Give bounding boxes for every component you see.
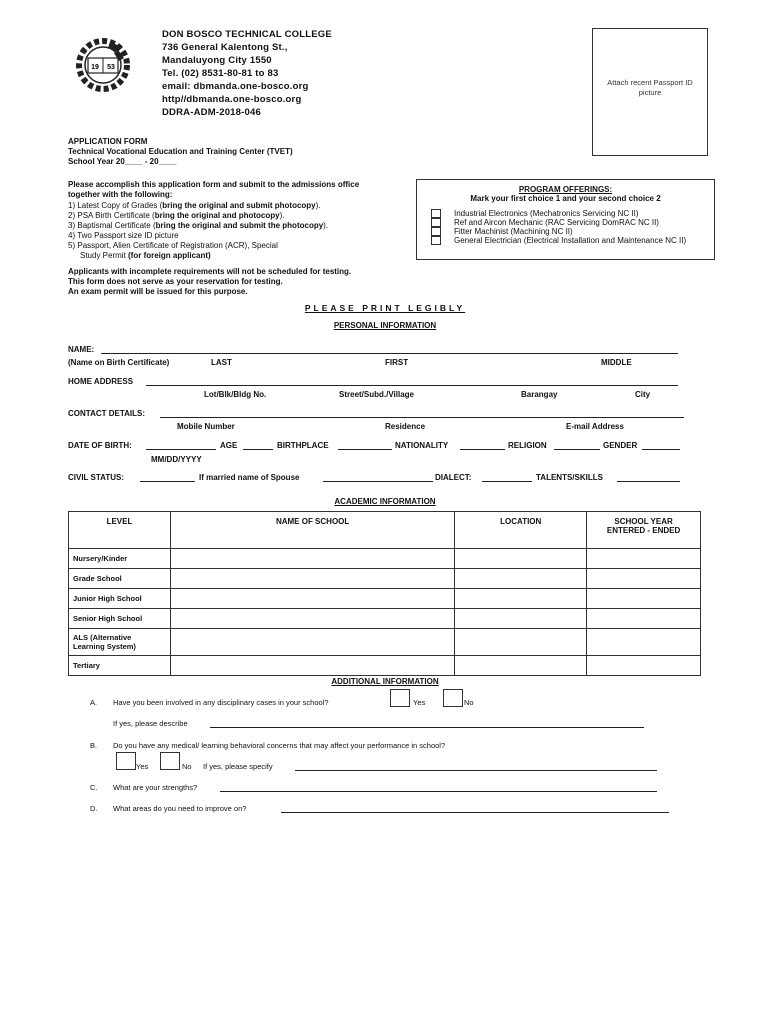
strengths-field[interactable]	[220, 791, 657, 792]
level-cell: Junior High School	[69, 589, 171, 609]
academic-info-heading: ACADEMIC INFORMATION	[334, 497, 436, 506]
contact-label: CONTACT DETAILS:	[68, 409, 146, 418]
requirement-item: 3) Baptismal Certificate (bring the original and submit the photocopy).	[68, 221, 329, 230]
school-year-field: School Year 20____ - 20____	[68, 157, 177, 166]
question-a: Have you been involved in any disciplinary cases in your school?	[113, 698, 329, 707]
birthplace-field[interactable]	[338, 449, 392, 450]
birthplace-label: BIRTHPLACE	[277, 441, 329, 450]
year-cell[interactable]	[587, 656, 701, 676]
gender-label: GENDER	[603, 441, 638, 450]
school-tel: Tel. (02) 8531-80-81 to 83	[162, 68, 279, 79]
question-c: What are your strengths?	[113, 783, 198, 792]
yes-label-b: Yes	[136, 762, 149, 771]
photo-box[interactable]	[592, 28, 708, 156]
level-cell: Senior High School	[69, 609, 171, 629]
level-cell: Tertiary	[69, 656, 171, 676]
program-option[interactable]: General Electrician (Electrical Installation and Maintenance NC II)	[431, 236, 686, 246]
form-title-block	[68, 137, 293, 167]
school-website: http//dbmanda.one-bosco.org	[162, 94, 302, 105]
requirement-item: 2) PSA Birth Certificate (bring the original and photocopy).	[68, 211, 285, 220]
column-header: LOCATION	[455, 512, 587, 549]
home-address-field[interactable]	[146, 385, 678, 386]
school-cell[interactable]	[170, 549, 454, 569]
spouse-field[interactable]	[323, 481, 433, 482]
school-cell[interactable]	[170, 589, 454, 609]
school-street: 736 General Kalentong St.,	[162, 42, 288, 53]
no-checkbox-a[interactable]	[443, 689, 463, 707]
talents-label: TALENTS/SKILLS	[536, 473, 603, 482]
dialect-label: DIALECT:	[435, 473, 472, 482]
yes-checkbox-b[interactable]	[116, 752, 136, 770]
requirement-item: 5) Passport, Alien Certificate of Registration (ACR), Special	[68, 241, 278, 250]
location-cell[interactable]	[455, 656, 587, 676]
describe-field[interactable]	[210, 727, 644, 728]
improve-field[interactable]	[281, 812, 669, 813]
yes-checkbox-a[interactable]	[390, 689, 410, 707]
no-checkbox-b[interactable]	[160, 752, 180, 770]
program-offerings-title: PROGRAM OFFERINGS:	[518, 185, 613, 194]
level-cell: Nursery/Kinder	[69, 549, 171, 569]
requirement-item-cont: Study Permit (for foreign applicant)	[80, 251, 211, 260]
question-c-label: C.	[90, 783, 98, 792]
table-row	[69, 656, 701, 676]
dob-label: DATE OF BIRTH:	[68, 441, 132, 450]
location-cell[interactable]	[455, 609, 587, 629]
gender-field[interactable]	[642, 449, 680, 450]
question-d-label: D.	[90, 804, 98, 813]
academic-table	[68, 511, 701, 676]
question-a-label: A.	[90, 698, 98, 707]
year-cell[interactable]	[587, 609, 701, 629]
form-subtitle: Technical Vocational Education and Training Center (TVET)	[68, 147, 293, 156]
question-b-label: B.	[90, 741, 98, 750]
middle-label: MIDDLE	[601, 358, 632, 367]
school-cell[interactable]	[170, 656, 454, 676]
year-cell[interactable]	[587, 629, 701, 656]
religion-field[interactable]	[554, 449, 600, 450]
nationality-label: NATIONALITY	[395, 441, 449, 450]
email-label: E-mail Address	[566, 422, 624, 431]
no-label-b: No	[182, 762, 192, 771]
street-label: Street/Subd./Village	[339, 390, 414, 399]
school-cell[interactable]	[170, 629, 454, 656]
home-address-label: HOME ADDRESS	[68, 377, 134, 386]
table-header-row	[69, 512, 701, 549]
requirement-item: 1) Latest Copy of Grades (bring the original and submit photocopy).	[68, 201, 321, 210]
location-cell[interactable]	[455, 589, 587, 609]
column-header: NAME OF SCHOOL	[170, 512, 454, 549]
column-header: SCHOOL YEAR ENTERED - ENDED	[587, 512, 701, 549]
table-row	[69, 609, 701, 629]
location-cell[interactable]	[455, 629, 587, 656]
question-b: Do you have any medical/ learning behavioral concerns that may affect your performance in school?	[113, 741, 446, 750]
first-label: FIRST	[385, 358, 409, 367]
specify-field[interactable]	[295, 770, 657, 771]
residence-label: Residence	[385, 422, 426, 431]
instructions-intro: Please accomplish this application form and submit to the admissions office together with the following:	[68, 180, 360, 199]
nationality-field[interactable]	[460, 449, 505, 450]
table-row	[69, 569, 701, 589]
spouse-label: If married name of Spouse	[199, 473, 300, 482]
yes-label-a: Yes	[413, 698, 426, 707]
testing-notes: Applicants with incomplete requirements will not be scheduled for testing. This form does not serve as your reservation for testing. An exam permit will be issued for this purpose.	[68, 267, 352, 296]
table-row	[69, 589, 701, 609]
dialect-field[interactable]	[482, 481, 532, 482]
civil-status-label: CIVIL STATUS:	[68, 473, 124, 482]
name-field[interactable]	[101, 353, 678, 354]
describe-label: If yes, please describe	[113, 719, 188, 728]
program-option[interactable]: Fitter Machinist (Machining NC II)	[431, 227, 573, 237]
contact-field[interactable]	[160, 417, 684, 418]
specify-label: If yes, please specify	[203, 762, 273, 771]
year-cell[interactable]	[587, 549, 701, 569]
logo-year-right: 53	[107, 64, 115, 71]
age-label: AGE	[220, 441, 238, 450]
question-d: What areas do you need to improve on?	[113, 804, 247, 813]
level-cell: ALS (Alternative Learning System)	[69, 629, 171, 656]
personal-info-heading: PERSONAL INFORMATION	[333, 321, 437, 330]
name-sub-label: (Name on Birth Certificate)	[68, 358, 170, 367]
mobile-label: Mobile Number	[177, 422, 235, 431]
checkbox[interactable]	[431, 236, 441, 245]
school-city: Mandaluyong City 1550	[162, 55, 272, 66]
no-label-a: No	[464, 698, 474, 707]
column-header: LEVEL	[69, 512, 171, 549]
location-cell[interactable]	[455, 569, 587, 589]
lot-label: Lot/Blk/Bldg No.	[204, 390, 267, 399]
school-logo	[72, 34, 134, 96]
year-cell[interactable]	[587, 569, 701, 589]
program-option[interactable]: Ref and Aircon Mechanic (RAC Servicing DomRAC NC II)	[431, 218, 659, 228]
program-offerings-box	[416, 179, 715, 260]
table-row	[69, 629, 701, 656]
photo-instruction: Attach recent Passport ID picture	[607, 78, 693, 97]
requirement-item: 4) Two Passport size ID picture	[68, 231, 179, 240]
school-email: email: dbmanda.one-bosco.org	[162, 81, 309, 92]
program-option[interactable]: Industrial Electronics (Mechatronics Servicing NC II)	[431, 209, 639, 219]
table-row	[69, 549, 701, 569]
requirements-list	[68, 201, 398, 261]
school-header	[162, 28, 332, 119]
program-offerings-instruction: Mark your first choice 1 and your second choice 2	[470, 194, 661, 203]
name-label: NAME:	[68, 345, 95, 354]
civil-status-field[interactable]	[140, 481, 195, 482]
year-cell[interactable]	[587, 589, 701, 609]
city-label: City	[635, 390, 651, 399]
religion-label: RELIGION	[508, 441, 547, 450]
age-field[interactable]	[243, 449, 273, 450]
location-cell[interactable]	[455, 549, 587, 569]
barangay-label: Barangay	[521, 390, 558, 399]
logo-year-left: 19	[91, 64, 99, 71]
form-title: APPLICATION FORM	[68, 137, 148, 146]
document-code: DDRA-ADM-2018-046	[162, 107, 261, 118]
school-name: DON BOSCO TECHNICAL COLLEGE	[162, 29, 332, 40]
talents-field[interactable]	[617, 481, 680, 482]
dob-format-label: MM/DD/YYYY	[151, 455, 202, 464]
level-cell: Grade School	[69, 569, 171, 589]
additional-info-heading: ADDITIONAL INFORMATION	[331, 677, 439, 686]
dob-field[interactable]	[146, 449, 216, 450]
school-cell[interactable]	[170, 569, 454, 589]
please-print-legibly: PLEASE PRINT LEGIBLY	[304, 303, 466, 313]
last-label: LAST	[211, 358, 232, 367]
school-cell[interactable]	[170, 609, 454, 629]
